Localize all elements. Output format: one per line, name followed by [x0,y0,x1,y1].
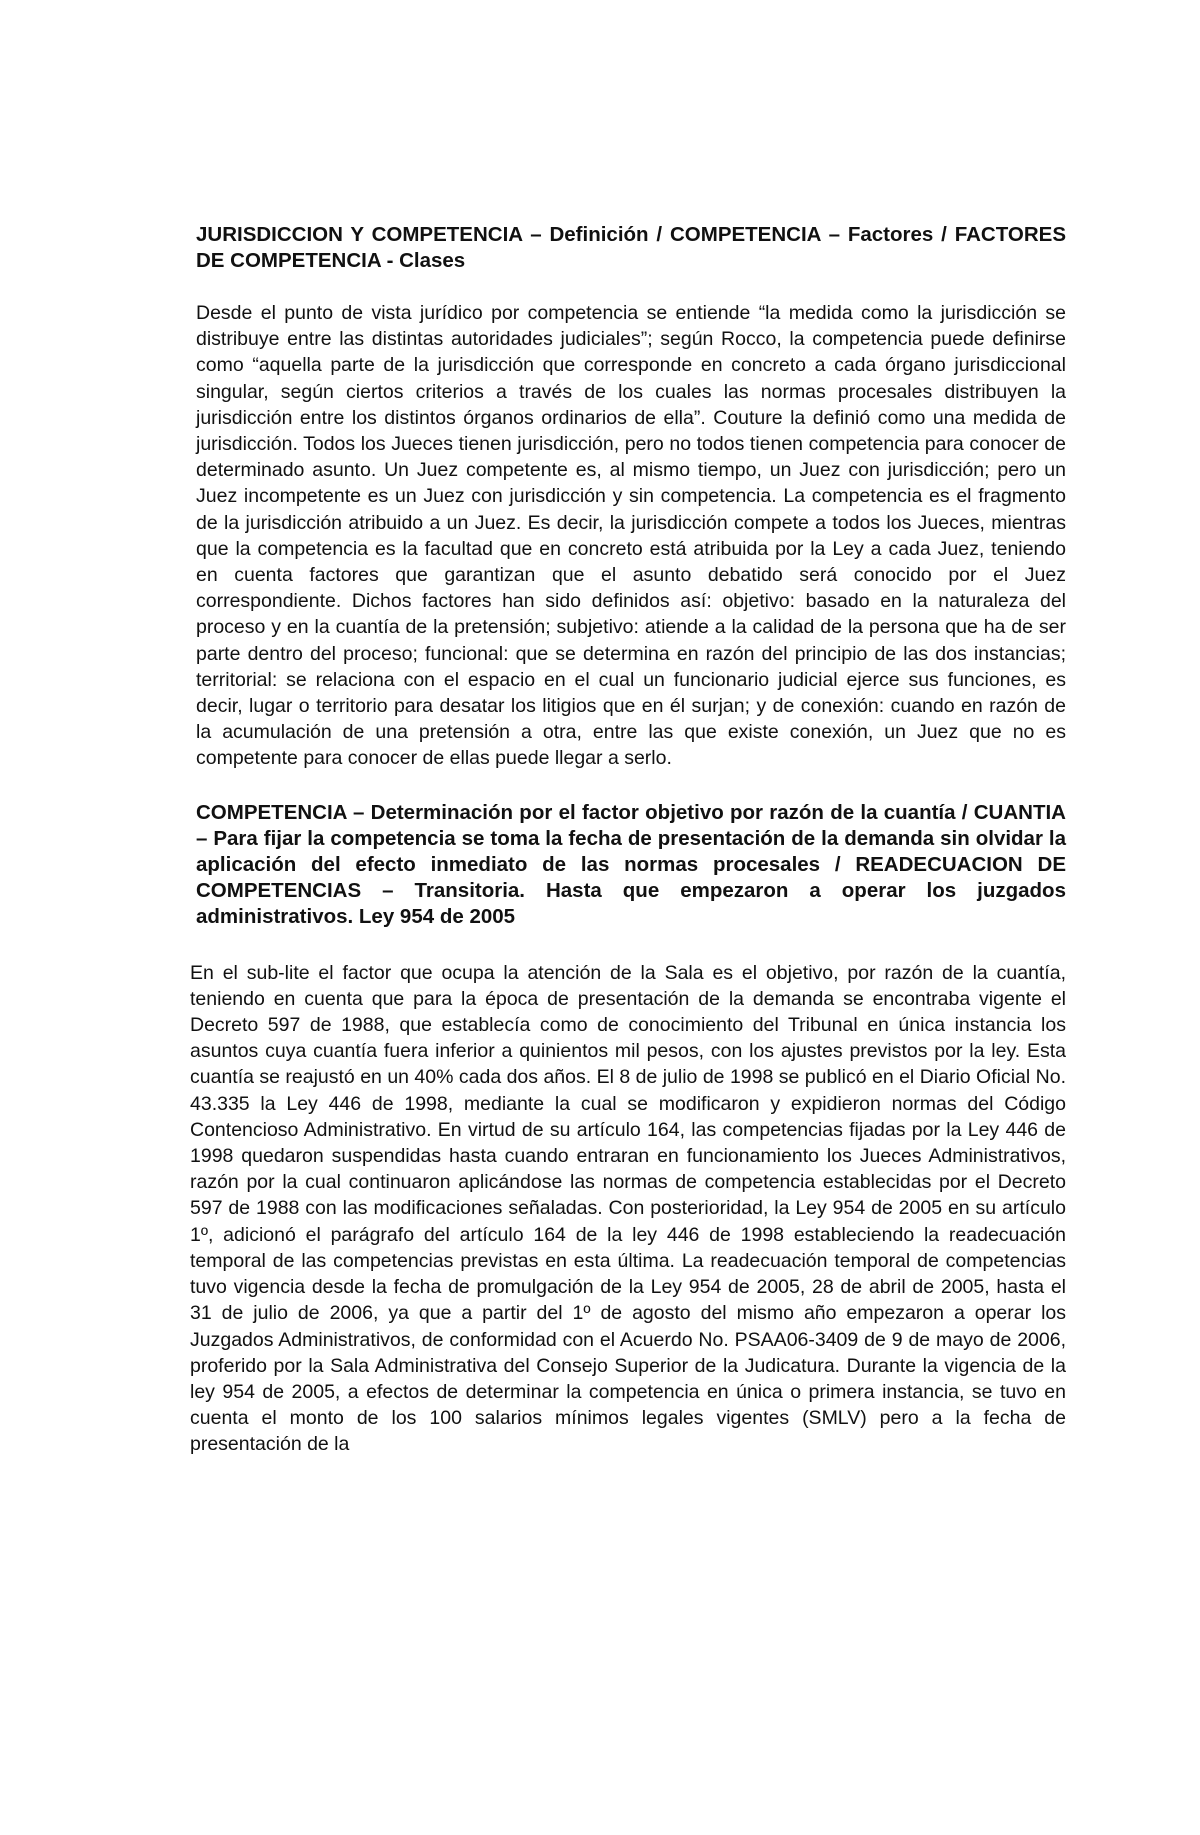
section-1-body: Desde el punto de vista jurídico por competencia se entiende “la medida como la jurisdicción se distribuye entre las distintas autoridades judiciales”; según Rocco, la competencia puede definirse como “aquella parte de la jurisdicción que corresponde en concreto a cada órgano jurisdiccional singular, según ciertos criterios a través de los cuales las normas procesales distribuyen la jurisdicción entre los distintos órganos ordinarios de ella”. Couture la definió como una medida de jurisdicción. Todos los Jueces tienen jurisdicción, pero no todos tienen competencia para conocer de determinado asunto. Un Juez competente es, al mismo tiempo, un Juez con jurisdicción; pero un Juez incompetente es un Juez con jurisdicción y sin competencia. La competencia es el fragmento de la jurisdicción atribuido a un Juez. Es decir, la jurisdicción compete a todos los Jueces, mientras que la competencia es la facultad que en concreto está atribuida por la Ley a cada Juez, teniendo en cuenta factores que garantizan que el asunto debatido será conocido por el Juez correspondiente. Dichos factores han sido definidos así: objetivo: basado en la naturaleza del proceso y en la cuantía de la pretensión; subjetivo: atiende a la calidad de la persona que ha de ser parte dentro del proceso; funcional: que se determina en razón del principio de las dos instancias; territorial: se relaciona con el espacio en el cual un funcionario judicial ejerce sus funciones, es decir, lugar o territorio para desatar los litigios que en él surjan; y de conexión: cuando en razón de la acumulación de una pretensión a otra, entre las que existe conexión, un Juez que no es competente para conocer de ellas puede llegar a serlo. [196,302,1066,770]
section-1-heading: JURISDICCION Y COMPETENCIA – Definición / COMPETENCIA – Factores / FACTORES DE COMPETENCIA - Clases [196,223,1066,272]
section-2-heading: COMPETENCIA – Determinación por el factor objetivo por razón de la cuantía / CUANTIA – Para fijar la competencia se toma la fecha de presentación de la demanda sin olvidar la aplicación del efecto inmediato de las normas procesales / READECUACION DE COMPETENCIAS – Transitoria. Hasta que empezaron a operar los juzgados administrativos. Ley 954 de 2005 [196,800,1066,928]
document-page [190,222,1066,1458]
section-2-body: En el sub-lite el factor que ocupa la atención de la Sala es el objetivo, por razón de la cuantía, teniendo en cuenta que para la época de presentación de la demanda se encontraba vigente el Decreto 597 de 1988, que establecía como de conocimiento del Tribunal en única instancia los asuntos cuya cuantía fuera inferior a quinientos mil pesos, con los ajustes previstos por la ley. Esta cuantía se reajustó en un 40% cada dos años. El 8 de julio de 1998 se publicó en el Diario Oficial No. 43.335 la Ley 446 de 1998, mediante la cual se modificaron y expidieron normas del Código Contencioso Administrativo. En virtud de su artículo 164, las competencias fijadas por la Ley 446 de 1998 quedaron suspendidas hasta cuando entraran en funcionamiento los Jueces Administrativos, razón por la cual continuaron aplicándose las normas de competencia establecidas por el Decreto 597 de 1988 con las modificaciones señaladas. Con posterioridad, la Ley 954 de 2005 en su artículo 1º, adicionó el parágrafo del artículo 164 de la ley 446 de 1998 estableciendo la readecuación temporal de las competencias previstas en esta última. La readecuación temporal de competencias tuvo vigencia desde la fecha de promulgación de la Ley 954 de 2005, 28 de abril de 2005, hasta el 31 de julio de 2006, ya que a partir del 1º de agosto del mismo año empezaron a operar los Juzgados Administrativos, de conformidad con el Acuerdo No. PSAA06-3409 de 9 de mayo de 2006, proferido por la Sala Administrativa del Consejo Superior de la Judicatura. Durante la vigencia de la ley 954 de 2005, a efectos de determinar la competencia en única o primera instancia, se tuvo en cuenta el monto de los 100 salarios mínimos legales vigentes (SMLV) pero a la fecha de presentación de la [190,961,1066,1456]
